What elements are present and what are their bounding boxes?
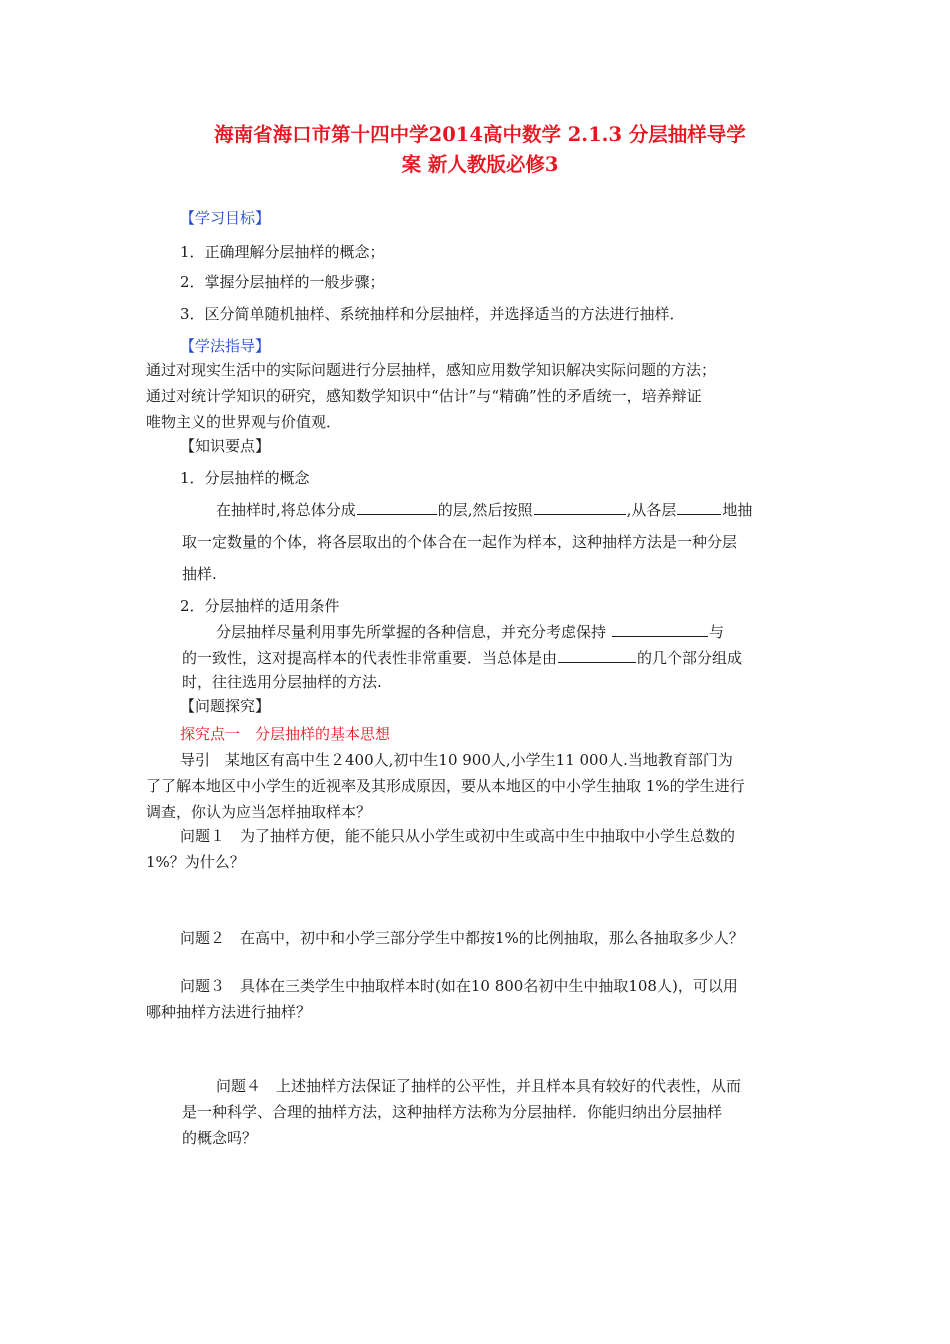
concept-text: ,从各层 [626,501,677,519]
conditions-line3: 时，往往选用分层抽样的方法. [182,673,382,691]
method-guide-line: 通过对统计学知识的研究，感知数学知识中“估计”与“精确”性的矛盾统一，培养辩证 [146,387,702,405]
intro-line: 调查，你认为应当怎样抽取样本？ [146,803,372,821]
concept-text: 的层,然后按照 [437,501,533,519]
question-1-line: 问题１ 为了抽样方便，能不能只从小学生或初中生或高中生中抽取中小学生总数的 [180,827,736,845]
conditions-line2 [182,646,742,670]
concept-text: 地抽 [722,501,753,519]
conditions-text: 的几个部分组成 [637,649,743,667]
concept-sentence-line2: 取一定数量的个体，将各层取出的个体合在一起作为样本，这种抽样方法是一种分层 [182,533,738,551]
learning-goals-heading: 【学习目标】 [180,209,271,227]
conditions-title: 2．分层抽样的适用条件 [180,597,340,615]
learning-goal-item: 1．正确理解分层抽样的概念； [180,243,385,261]
fill-blank[interactable] [677,498,721,515]
fill-blank[interactable] [534,498,626,515]
knowledge-heading: 【知识要点】 [180,437,271,455]
document-title-line1: 海南省海口市第十四中学2014高中数学 2.1.3 分层抽样导学 [214,123,746,146]
fill-blank[interactable] [558,646,636,663]
conditions-text: 分层抽样尽量利用事先所掌握的各种信息，并充分考虑保持 [216,623,607,641]
fill-blank[interactable] [357,498,437,515]
question-4-line: 是一种科学、合理的抽样方法，这种抽样方法称为分层抽样．你能归纳出分层抽样 [182,1103,723,1121]
intro-line: 导引 某地区有高中生２400人,初中生10 900人,小学生11 000人.当地教育部门为 [180,751,733,769]
learning-goal-item: 2．掌握分层抽样的一般步骤； [180,273,385,291]
concept-sentence-line3: 抽样. [182,565,217,583]
inquiry-heading: 【问题探究】 [180,697,271,715]
conditions-line1 [216,620,724,644]
concept-sentence-line1 [216,498,752,522]
fill-blank[interactable] [612,620,708,637]
question-2: 问题２ 在高中，初中和小学三部分学生中都按1%的比例抽取，那么各抽取多少人？ [180,929,744,947]
conditions-text: 的一致性，这对提高样本的代表性非常重要．当总体是由 [182,649,558,667]
conditions-text: 与 [709,623,725,641]
explore-point-title: 探究点一 分层抽样的基本思想 [180,725,391,743]
concept-text: 在抽样时,将总体分成 [216,501,356,519]
method-guide-heading: 【学法指导】 [180,337,271,355]
question-3-line: 哪种抽样方法进行抽样？ [146,1003,312,1021]
intro-line: 了了解本地区中小学生的近视率及其形成原因，要从本地区的中小学生抽取 1%的学生进行 [146,777,745,795]
question-1-line: 1%？为什么？ [146,853,245,871]
concept-title: 1．分层抽样的概念 [180,469,310,487]
method-guide-line: 通过对现实生活中的实际问题进行分层抽样，感知应用数学知识解决实际问题的方法； [146,361,717,379]
question-4-line: 问题４ 上述抽样方法保证了抽样的公平性，并且样本具有较好的代表性，从而 [216,1077,742,1095]
learning-goal-item: 3．区分简单随机抽样、系统抽样和分层抽样，并选择适当的方法进行抽样． [180,305,685,323]
question-4-line: 的概念吗？ [182,1129,258,1147]
method-guide-line: 唯物主义的世界观与价值观． [146,413,342,431]
question-3-line: 问题３ 具体在三类学生中抽取样本时(如在10 800名初中生中抽取108人)，可以用 [180,977,738,995]
document-title-line2: 案 新人教版必修3 [401,153,559,176]
